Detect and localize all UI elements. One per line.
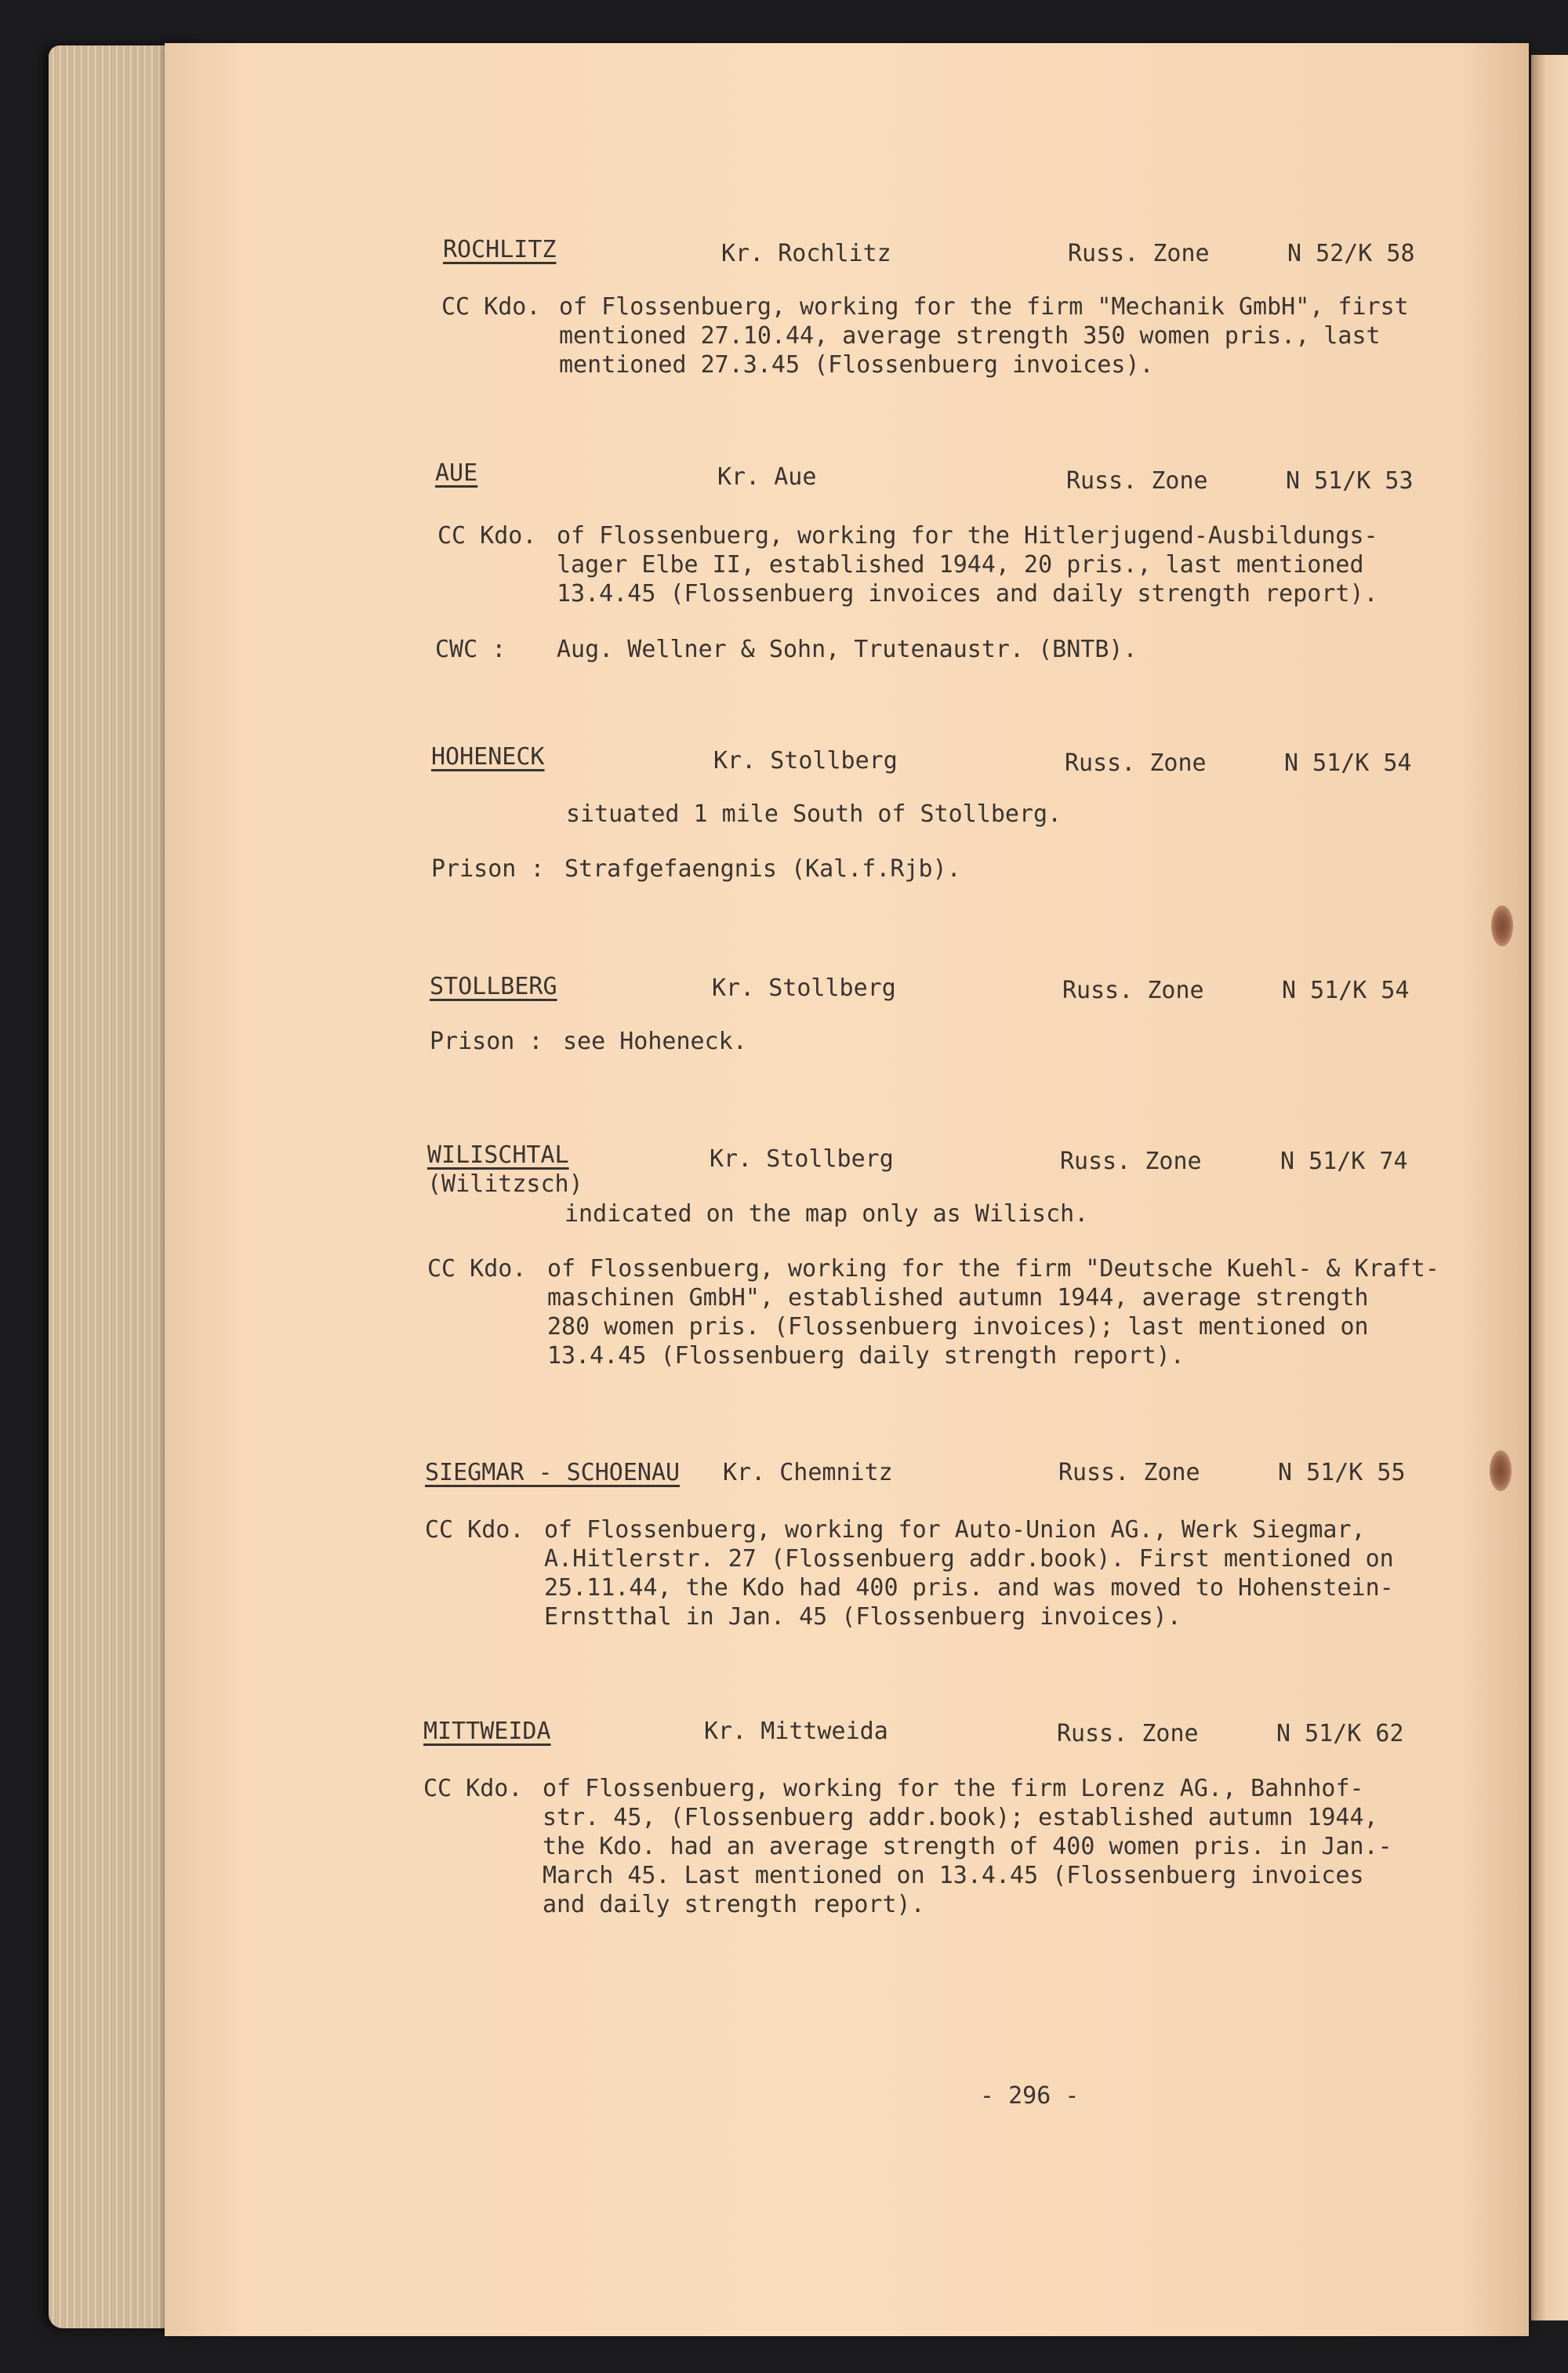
note-line: A.Hitlerstr. 27 (Flossenbuerg addr.book). First mentioned on bbox=[544, 1545, 1394, 1573]
punch-hole-upper bbox=[1491, 905, 1513, 946]
kreis: Kr. Mittweida bbox=[704, 1718, 888, 1745]
note-line: of Flossenbuerg, working for the firm Lorenz AG., Bahnhof- bbox=[543, 1775, 1364, 1802]
note-label: CC Kdo. bbox=[441, 293, 541, 321]
place-name: SIEGMAR - SCHOENAU bbox=[425, 1459, 681, 1486]
note-line: the Kdo. had an average strength of 400 women pris. in Jan.- bbox=[543, 1833, 1392, 1860]
kreis: Kr. Stollberg bbox=[710, 1145, 894, 1173]
zone: Russ. Zone bbox=[1057, 1720, 1199, 1747]
note-label: CC Kdo. bbox=[423, 1775, 523, 1802]
place-name: HOHENECK bbox=[431, 743, 545, 771]
note-line: lager Elbe II, established 1944, 20 pris., last mentioned bbox=[557, 551, 1364, 579]
note-label: CC Kdo. bbox=[425, 1516, 524, 1544]
kreis: Kr. Rochlitz bbox=[721, 240, 891, 267]
note-line: March 45. Last mentioned on 13.4.45 (Flossenbuerg invoices bbox=[543, 1862, 1364, 1889]
note-line: mentioned 27.3.45 (Flossenbuerg invoices). bbox=[559, 351, 1154, 379]
note-line: see Hoheneck. bbox=[563, 1028, 747, 1055]
kreis: Kr. Chemnitz bbox=[723, 1459, 893, 1486]
alternate-name: (Wilitzsch) bbox=[427, 1170, 583, 1198]
zone: Russ. Zone bbox=[1066, 467, 1208, 495]
note-line: and daily strength report). bbox=[543, 1891, 925, 1918]
grid-reference: N 51/K 54 bbox=[1284, 749, 1412, 777]
note-label: CC Kdo. bbox=[437, 522, 537, 550]
note-label: Prison : bbox=[430, 1028, 543, 1055]
place-name: STOLLBERG bbox=[430, 973, 557, 1000]
location-note: indicated on the map only as Wilisch. bbox=[564, 1200, 1089, 1228]
note-line: mentioned 27.10.44, average strength 350 women pris., last bbox=[559, 322, 1381, 350]
note-label: CC Kdo. bbox=[427, 1255, 527, 1283]
grid-reference: N 51/K 55 bbox=[1278, 1459, 1406, 1486]
zone: Russ. Zone bbox=[1065, 749, 1207, 777]
note-line: maschinen GmbH", established autumn 1944, average strength bbox=[547, 1284, 1369, 1312]
grid-reference: N 51/K 53 bbox=[1286, 467, 1414, 495]
note-label: Prison : bbox=[431, 855, 545, 883]
kreis: Kr. Stollberg bbox=[712, 974, 896, 1002]
grid-reference: N 51/K 62 bbox=[1276, 1720, 1404, 1747]
note-line: of Flossenbuerg, working for the firm "Mechanik GmbH", first bbox=[559, 293, 1409, 321]
zone: Russ. Zone bbox=[1062, 977, 1204, 1004]
note-line: 13.4.45 (Flossenbuerg invoices and daily strength report). bbox=[557, 580, 1378, 608]
document-page bbox=[165, 43, 1529, 2336]
note-line: str. 45, (Flossenbuerg addr.book); established autumn 1944, bbox=[543, 1804, 1378, 1831]
zone: Russ. Zone bbox=[1068, 240, 1210, 267]
zone: Russ. Zone bbox=[1058, 1459, 1200, 1486]
facing-page-edge bbox=[1531, 55, 1568, 2320]
note-line: of Flossenbuerg, working for Auto-Union AG., Werk Siegmar, bbox=[544, 1516, 1366, 1544]
punch-hole-lower bbox=[1490, 1450, 1512, 1491]
note-label: CWC : bbox=[435, 636, 506, 663]
kreis: Kr. Stollberg bbox=[713, 747, 898, 775]
grid-reference: N 51/K 74 bbox=[1280, 1148, 1408, 1175]
grid-reference: N 52/K 58 bbox=[1287, 240, 1415, 267]
kreis: Kr. Aue bbox=[717, 463, 817, 491]
place-name: WILISCHTAL bbox=[427, 1141, 569, 1169]
zone: Russ. Zone bbox=[1060, 1148, 1202, 1175]
note-line: 280 women pris. (Flossenbuerg invoices); last mentioned on bbox=[547, 1313, 1369, 1341]
note-line: Ernstthal in Jan. 45 (Flossenbuerg invoices). bbox=[544, 1603, 1181, 1631]
note-line: Aug. Wellner & Sohn, Trutenaustr. (BNTB). bbox=[557, 636, 1138, 663]
note-line: Strafgefaengnis (Kal.f.Rjb). bbox=[564, 855, 961, 883]
note-line: of Flossenbuerg, working for the firm "Deutsche Kuehl- & Kraft- bbox=[547, 1255, 1439, 1283]
note-line: 13.4.45 (Flossenbuerg daily strength report). bbox=[547, 1342, 1185, 1370]
place-name: MITTWEIDA bbox=[423, 1718, 551, 1745]
page-number: - 296 - bbox=[980, 2082, 1080, 2110]
place-name: AUE bbox=[435, 459, 478, 487]
location-note: situated 1 mile South of Stollberg. bbox=[566, 800, 1062, 828]
place-name: ROCHLITZ bbox=[443, 236, 557, 263]
note-line: of Flossenbuerg, working for the Hitlerjugend-Ausbildungs- bbox=[557, 522, 1378, 550]
grid-reference: N 51/K 54 bbox=[1282, 977, 1410, 1004]
note-line: 25.11.44, the Kdo had 400 pris. and was moved to Hohenstein- bbox=[544, 1574, 1394, 1602]
